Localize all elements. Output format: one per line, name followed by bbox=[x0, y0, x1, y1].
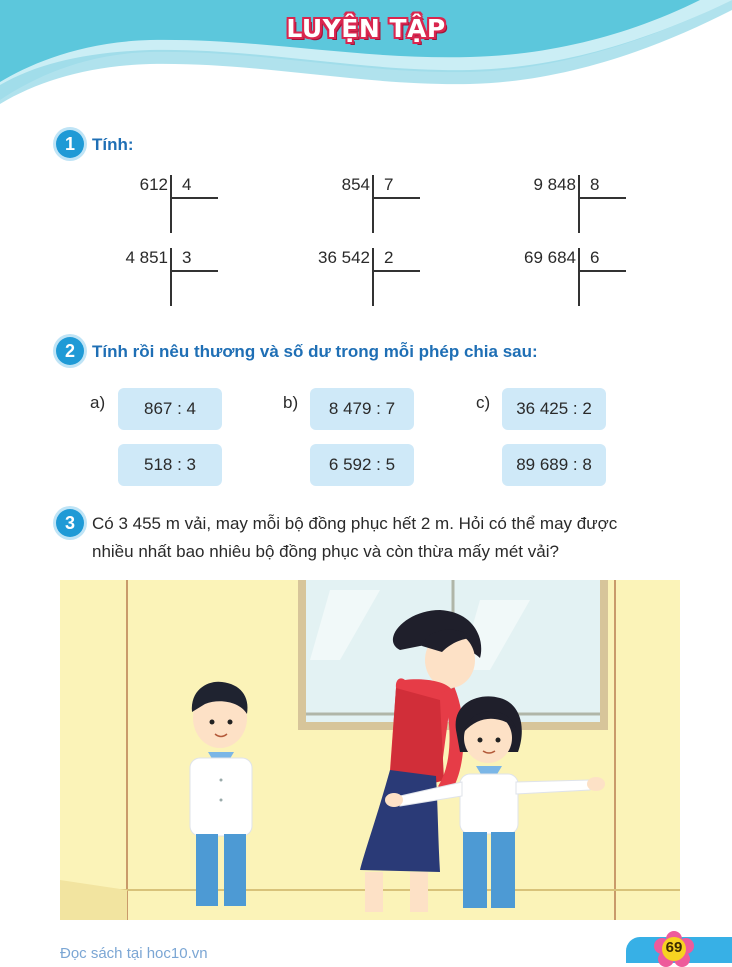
divisor: 6 bbox=[590, 248, 600, 267]
problem-chip: 89 689 : 8 bbox=[502, 444, 606, 486]
division-horizontal-line bbox=[372, 270, 420, 272]
dividend: 9 848 bbox=[533, 175, 576, 194]
dividend: 4 851 bbox=[125, 248, 168, 267]
division-item bbox=[100, 175, 290, 235]
problem-chip: 8 479 : 7 bbox=[310, 388, 414, 430]
page-number: 69 bbox=[665, 939, 683, 956]
divisor: 2 bbox=[384, 248, 394, 267]
division-vertical-line bbox=[372, 175, 374, 233]
footer-source-text: Đọc sách tại hoc10.vn bbox=[60, 945, 208, 962]
exercise-1-title: Tính: bbox=[92, 135, 134, 154]
problem-chip: 36 425 : 2 bbox=[502, 388, 606, 430]
part-label-c: c) bbox=[476, 393, 491, 412]
divisor: 4 bbox=[182, 175, 192, 194]
division-horizontal-line bbox=[170, 270, 218, 272]
division-vertical-line bbox=[372, 248, 374, 306]
part-label-a: a) bbox=[90, 393, 106, 412]
division-item bbox=[302, 175, 492, 235]
division-vertical-line bbox=[170, 248, 172, 306]
exercise-2-title: Tính rồi nêu thương và số dư trong mỗi phép chia sau: bbox=[92, 342, 538, 361]
division-item bbox=[508, 175, 698, 235]
divisor: 3 bbox=[182, 248, 192, 267]
exercise-3-badge: 3 bbox=[56, 509, 84, 537]
divisor: 7 bbox=[384, 175, 394, 194]
divisor: 8 bbox=[590, 175, 600, 194]
exercise-3-text-line-1: Có 3 455 m vải, may mỗi bộ đồng phục hết 2 m. Hỏi có thể may được bbox=[92, 514, 618, 533]
dividend: 36 542 bbox=[318, 248, 370, 267]
division-vertical-line bbox=[578, 248, 580, 306]
dividend: 612 bbox=[139, 175, 168, 194]
page-title: LUYỆN TẬP bbox=[286, 14, 446, 43]
dividend: 854 bbox=[341, 175, 370, 194]
exercise-2-badge: 2 bbox=[56, 337, 84, 365]
division-vertical-line bbox=[170, 175, 172, 233]
dividend: 69 684 bbox=[524, 248, 576, 267]
exercise-3-text-line-2: nhiều nhất bao nhiêu bộ đồng phục và còn thừa mấy mét vải? bbox=[92, 542, 559, 561]
division-horizontal-line bbox=[578, 270, 626, 272]
division-horizontal-line bbox=[170, 197, 218, 199]
division-horizontal-line bbox=[372, 197, 420, 199]
problem-chip: 6 592 : 5 bbox=[310, 444, 414, 486]
division-item bbox=[508, 248, 698, 308]
classroom-illustration bbox=[60, 580, 680, 920]
problem-chip: 867 : 4 bbox=[118, 388, 222, 430]
division-item bbox=[302, 248, 492, 308]
part-label-b: b) bbox=[283, 393, 299, 412]
division-item bbox=[100, 248, 290, 308]
exercise-1-badge: 1 bbox=[56, 130, 84, 158]
division-horizontal-line bbox=[578, 197, 626, 199]
division-vertical-line bbox=[578, 175, 580, 233]
problem-chip: 518 : 3 bbox=[118, 444, 222, 486]
